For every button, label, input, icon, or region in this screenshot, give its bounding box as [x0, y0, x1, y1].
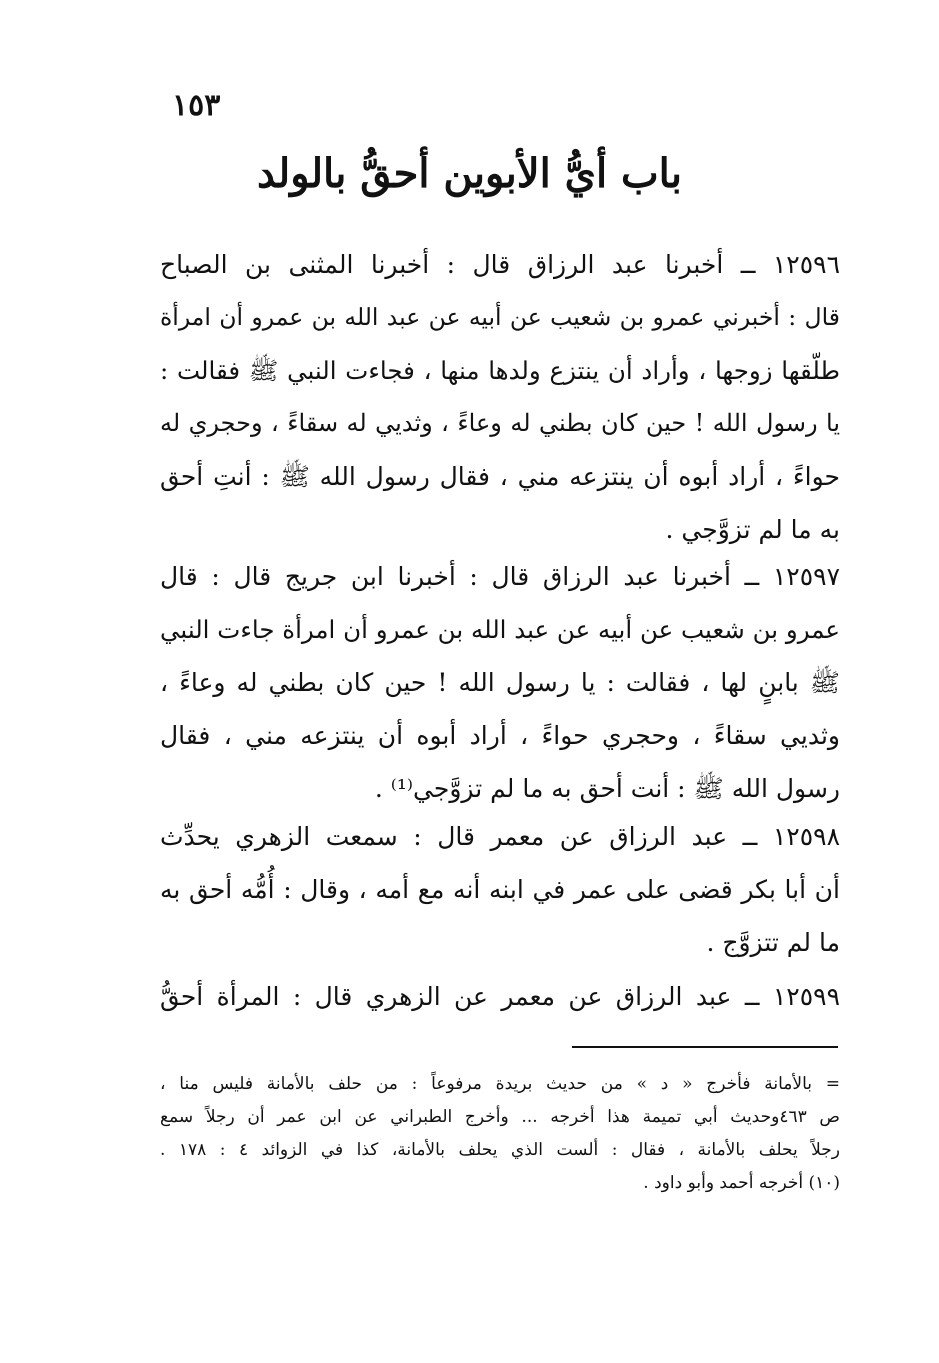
- hadith-12598: [160, 810, 840, 969]
- text-line: ١٢٥٩٨ ــ عبد الرزاق عن معمر قال : سمعت الزهري يحدِّث: [160, 822, 840, 851]
- text-line: حواءً ، أراد أبوه أن ينتزعه مني ، فقال رسول الله ﷺ : أنتِ أحق: [160, 462, 840, 491]
- hadith-12597: [160, 550, 840, 815]
- text-line: به ما لم تزوَّجي .: [665, 515, 840, 544]
- footnote-line: رجلاً يحلف بالأمانة ، فقال : ألست الذي يحلف بالأمانة، كذا في الزوائد ٤ : ١٧٨ .: [160, 1140, 840, 1160]
- footnotes: [160, 1068, 840, 1200]
- text-line: طلّقها زوجها ، وأراد أن ينتزع ولدها منها ، فجاءت النبي ﷺ فقالت :: [160, 356, 840, 385]
- text-line: عمرو بن شعيب عن أبيه عن عبد الله بن عمرو أن امرأة جاءت النبي: [160, 615, 840, 644]
- footnote-divider: [572, 1046, 838, 1048]
- text-line: رسول الله ﷺ : أنت أحق به ما لم تزوَّجي⁽¹⁾ .: [374, 774, 840, 803]
- text-line: ١٢٥٩٧ ــ أخبرنا عبد الرزاق قال : أخبرنا ابن جريج قال : قال: [160, 562, 840, 591]
- footnote-line: = بالأمانة فأخرج « د » من حديث بريدة مرفوعاً : من حلف بالأمانة فليس منا ،: [160, 1074, 840, 1094]
- text-line: وثديي سقاءً ، وحجري حواءً ، أراد أبوه أن ينتزعه مني ، فقال: [160, 721, 840, 750]
- text-line: ما لم تتزوَّج .: [706, 928, 840, 957]
- chapter-title: باب أيُّ الأبوين أحقُّ بالولد: [257, 150, 682, 197]
- text-line: ﷺ بابنٍ لها ، فقالت : يا رسول الله ! حين كان بطني له وعاءً ،: [160, 668, 840, 697]
- footnote-line: (١٠) أخرجه أحمد وأبو داود .: [643, 1173, 840, 1193]
- text-line: أن أبا بكر قضى على عمر في ابنه أنه مع أمه ، وقال : أُمُّه أحق به: [160, 875, 840, 904]
- text-line: قال : أخبرني عمرو بن شعيب عن أبيه عن عبد الله بن عمرو أن امرأة: [160, 303, 840, 331]
- text-line: ١٢٥٩٦ ــ أخبرنا عبد الرزاق قال : أخبرنا المثنى بن الصباح: [160, 250, 840, 279]
- page-number: ١٥٣: [172, 88, 221, 123]
- text-line: ١٢٥٩٩ ــ عبد الرزاق عن معمر عن الزهري قال : المرأة أحقُّ: [160, 982, 840, 1011]
- hadith-12599: [160, 970, 840, 1023]
- hadith-12596: [160, 238, 840, 556]
- text-line: يا رسول الله ! حين كان بطني له وعاءً ، وثديي له سقاءً ، وحجري له: [160, 409, 840, 437]
- footnote-line: ص ٤٦٣وحديث أبي تميمة هذا أخرجه ... وأخرج الطبراني عن ابن عمر أن رجلاً سمع: [160, 1107, 840, 1127]
